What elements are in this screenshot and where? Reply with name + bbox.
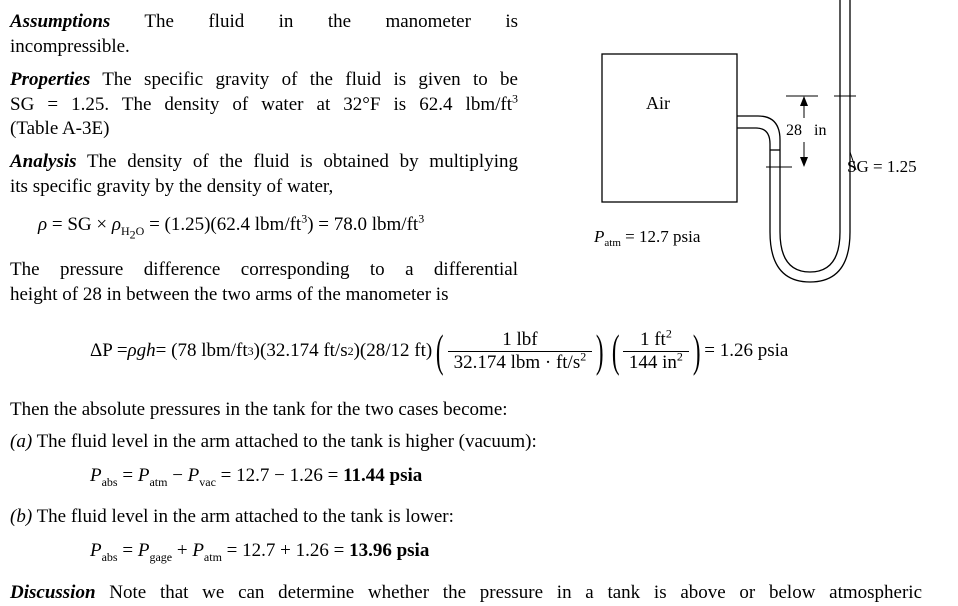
paren-left-1: (	[436, 325, 444, 376]
eq-a-eq: =	[117, 465, 138, 486]
patm-p: P	[594, 227, 605, 246]
eq-a-calc: = 12.7 − 1.26 =	[215, 465, 344, 486]
eq-a-p-abs: P	[90, 465, 102, 486]
fraction-ft-num-sup: 2	[665, 326, 672, 341]
properties-text-2: SG = 1.25. The density of water at 32°F is 62.4 lbm/ft	[10, 93, 512, 115]
delta-p-equation: ΔP = ρ gh = (78 lbm/ft 3 )(32.174 ft/s 2 )(28/12 ft) ( $\frac{\text{1 lbf}}{32.174 lbm \cdot ft/s^2}$ ) ( $\frac{1 ft^2}{144 in^2}$ ) = 1.26 psia	[90, 325, 789, 376]
properties-heading: Properties	[10, 69, 91, 90]
delta-p-lhs: ΔP =	[90, 340, 128, 361]
fraction-in-den-sup: 2	[676, 349, 683, 364]
eq-b-atm-sub: atm	[203, 549, 222, 564]
assumptions-text-1: The fluid in the manometer is	[144, 11, 518, 32]
tank-air-label: Air	[646, 93, 670, 113]
case-b-description: The fluid level in the arm attached to the tank is lower:	[32, 506, 454, 527]
equation-a	[90, 465, 422, 487]
density-sub-o: O	[135, 223, 145, 238]
properties-text-1: The specific gravity of the fluid is given to be	[102, 69, 518, 90]
dp-rho: ρ	[127, 340, 137, 361]
properties-text-3: (Table A-3E)	[10, 118, 110, 139]
fraction-ft-in	[623, 326, 689, 374]
patm-label	[593, 227, 701, 249]
discussion-heading: Discussion	[10, 582, 96, 603]
assumptions-text-2: incompressible.	[10, 35, 130, 57]
patm-sub: atm	[604, 237, 621, 249]
case-b-label: (b)	[10, 506, 33, 527]
sg-label: SG = 1.25	[847, 157, 917, 176]
fraction-lbf-den-text: 32.174 lbm · ft/s	[453, 351, 581, 373]
eq-b-result: 13.96 psia	[349, 540, 430, 561]
analysis-line-1	[10, 150, 518, 175]
eq-a-atm-sub: atm	[149, 474, 168, 489]
dp-part-2: )(32.174 ft/s	[253, 340, 348, 361]
rho-water-symbol: ρ	[111, 214, 121, 235]
patm-value: = 12.7 psia	[620, 227, 701, 246]
fraction-lbf-den	[448, 351, 593, 374]
discussion-line	[10, 581, 922, 606]
properties-paragraph	[10, 68, 518, 142]
eq-b-eq: =	[117, 540, 138, 561]
manometer-tube-outer-wall	[737, 0, 850, 282]
fraction-in-den	[623, 351, 689, 374]
analysis-paragraph	[10, 150, 518, 199]
dp-part-1: = (78 lbm/ft	[155, 340, 248, 361]
rho-symbol: ρ	[38, 214, 48, 235]
paren-right-1: )	[596, 325, 604, 376]
dp-gh: gh	[136, 340, 156, 361]
density-equation	[38, 211, 425, 242]
density-sub-h: H	[120, 223, 130, 238]
arrow-down-icon	[800, 157, 808, 167]
fraction-ft-num-text: 1 ft	[639, 328, 666, 350]
properties-sup: 3	[512, 91, 518, 106]
eq-a-p-vac: P	[187, 465, 200, 486]
paren-left-2: (	[611, 325, 620, 376]
fraction-lbf-num: 1 lbf	[502, 328, 538, 350]
height-label-number: 28	[786, 122, 802, 139]
density-eq-result: ) = 78.0 lbm/ft	[307, 214, 419, 235]
equation-b	[90, 540, 429, 562]
eq-b-p-abs: P	[90, 540, 102, 561]
air-tank	[602, 54, 737, 202]
fraction-lbf	[448, 329, 593, 374]
eq-b-abs-sub: abs	[101, 549, 118, 564]
density-eq-mid: = SG ×	[47, 214, 112, 235]
dp-part-3: )(28/12 ft)	[353, 340, 433, 361]
height-label-unit: in	[814, 122, 827, 139]
eq-b-calc: = 12.7 + 1.26 =	[221, 540, 350, 561]
case-a-text	[10, 430, 537, 455]
case-a-label: (a)	[10, 431, 33, 452]
eq-a-vac-sub: vac	[199, 474, 216, 489]
analysis-text-1: The density of the fluid is obtained by multiplying	[86, 151, 518, 172]
eq-a-p-atm: P	[137, 465, 150, 486]
pressure-diff-line-1: The pressure difference corresponding to a differential	[10, 259, 518, 280]
arrow-up-icon	[800, 96, 808, 106]
discussion-text: Note that we can determine whether the pressure in a tank is above or below atmospheric	[109, 582, 923, 603]
dp-result: = 1.26 psia	[704, 340, 789, 361]
assumptions-heading: Assumptions	[10, 11, 111, 32]
fraction-lbf-den-sup: 2	[580, 349, 587, 364]
then-text: Then the absolute pressures in the tank for the two cases become:	[10, 399, 508, 420]
case-a-description: The fluid level in the arm attached to the tank is higher (vacuum):	[32, 431, 537, 452]
paren-right-2: )	[692, 325, 701, 376]
fraction-ft-num	[623, 326, 689, 351]
properties-line-2	[10, 93, 518, 118]
manometer-diagram	[560, 0, 958, 300]
eq-a-abs-sub: abs	[101, 474, 118, 489]
density-sub-2: 2	[129, 227, 136, 242]
pressure-diff-paragraph	[10, 258, 518, 307]
pressure-diff-line-2: height of 28 in between the two arms of the manometer is	[10, 283, 449, 305]
density-sup-2: 3	[418, 211, 425, 226]
density-sup-1: 3	[301, 211, 308, 226]
eq-b-p-atm: P	[192, 540, 204, 561]
discussion-paragraph	[10, 581, 922, 606]
assumptions-line-1	[10, 10, 518, 35]
fraction-in-den-text: 144 in	[628, 351, 677, 373]
eq-a-result: 11.44 psia	[343, 465, 423, 486]
case-b-text	[10, 505, 454, 530]
eq-b-p-gage: P	[137, 540, 150, 561]
properties-line-1	[10, 68, 518, 93]
eq-a-minus: −	[167, 465, 188, 486]
density-eq-rest: = (1.25)(62.4 lbm/ft	[144, 214, 302, 235]
assumptions-paragraph	[10, 10, 518, 59]
analysis-text-2: its specific gravity by the density of water,	[10, 175, 334, 197]
eq-b-gage-sub: gage	[149, 549, 173, 564]
eq-b-plus: +	[172, 540, 193, 561]
analysis-heading: Analysis	[10, 151, 77, 172]
